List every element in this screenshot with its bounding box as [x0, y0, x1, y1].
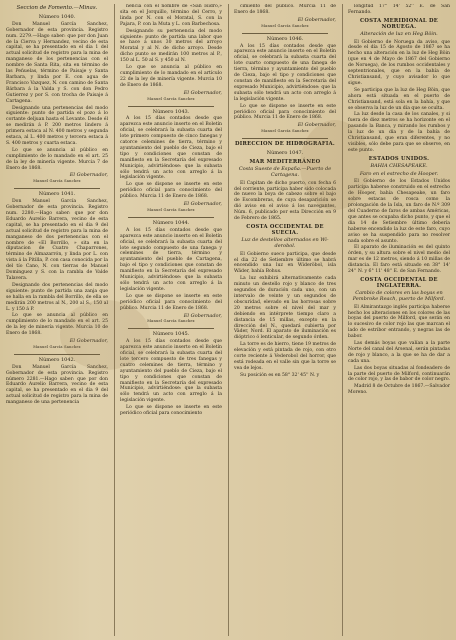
signature-title: El Gobernador, [69, 172, 108, 179]
section-subtitle: Alteración de luz en Heg Böin. [360, 30, 438, 37]
divider [128, 217, 214, 218]
paragraph: Se participa que la luz de Heg Böin, que ahora está situada en el puerto de Christiansand, está sola en la bahía, y que se observa la luz de un día que se oculta. [348, 87, 450, 111]
paragraph: La torre es de hierro, tiene 19 metros de elevación y está pintada de rojo, con otro corte reciente á Vederobol del horror, que está rodeada en el valle sin que la torre se vea de lejos. [234, 342, 336, 371]
signature-name: Manuel García Sanchez [261, 23, 309, 28]
signature-block [120, 314, 222, 330]
section-subtitle: Costa Sueste de España.—Puerto de Cartagena. [238, 165, 332, 178]
signature-title: El Gobernador, [297, 16, 336, 23]
signature-name: Manuel García Sanchez [33, 344, 81, 349]
paragraph: Lo que se anuncia al público en cumplimiento de lo mandado en el artículo 22 de la ley de minería vigente. Murcia 10 de Enero de 1868. [120, 65, 222, 88]
paragraph: Lo que se anuncia al público en cumplimiento de lo mandado en el art. 25 de la ley de minería vigente. Murcia 10 de Enero de 1868. [6, 313, 108, 337]
section-header: ESTADOS UNIDOS. [368, 155, 430, 162]
paragraph: La luz desde la casa de los canales, y si fuera de diez metros se ha horizonte en el pasando la Banca, y mirando los rumbos y la luz de un día y de la bahía de Christiansand, que eran diferentes, y no visibles, sólo debe para que se observe, en este punto. [348, 112, 450, 153]
paragraph: cimiento del público. Murcia 11 de Enero de 1868. [234, 4, 336, 15]
notice-number: Número 1047. [266, 150, 304, 157]
signature-block [6, 173, 108, 189]
divider [242, 33, 328, 34]
section-header: MAR MEDITERRÁNEO [249, 158, 321, 165]
paragraph: El Capitan de dicho puerto, con fecha 6 del corriente, participa haber sido colocada de nuevo la boya de cabezo sobre el bajo de Escombreras, de cuya desaparición se dió aviso en el aviso á los navegantes, Núm. 6, publicado por esta Dirección en 9 de Febrero de 1865. [234, 180, 336, 222]
signature-name: Manuel García Sanchez [147, 208, 195, 212]
section-subtitle: Luz de destellos alternados en Wi-derobol. [241, 236, 329, 249]
paragraph: El aparato de iluminación es del quinto órden, y su altura sobre el nivel medio del mar es de 12 metros, siendo á 10 millas de distancia. El faro está situado en 38° 14' 24'' N. y 6° 11' 48'' E. de San Fernando. [348, 245, 450, 275]
notice-number: Número 1043. [152, 108, 190, 115]
paragraph: Don Manuel García Sanchez, Gobernador de esta provincia. Registro número 2281.—Hago saber: que por don Eduardo Aurelio Barrera, vecino de esta capital, se ha presentado en el dia 9 del actual solicitud de registro para la mina de manganeso de una pertenencia [6, 364, 108, 406]
paragraph: A los 15 días contados desde que aparezca este anuncio inserto en el Boletín oficial, se celebrará la subasta cuarta del lote cuarto compuesto de una fanega de tierra, término y ayuntamiento del pueblo de Cieza, bajo el tipo y condiciones que constan de manifiesto en la Secretaría del expresado Municipio, advirtiéndose: que la subasta sólo tendrá un acto con arreglo á la legislación vigente. [234, 43, 336, 102]
paragraph: Don Manuel García Sanchez, Gobernador de esta provincia. Registro num. 2279.—Hago saber: que por don Juan de la Cierva y Hernandez, vecino de esta capital, se ha presentado en el dia 1 del actual solicitud de registro para la mina de manganeso de los pertenencias con el nombre de Santa Rita, sita en término de las Peñuelas, término de Paisaje y Santa Barbara, y linda por E. con agua de Francisco Vazquez, N. con camino de Santa Bárbara á la Valda y S. con don Pedro Gutierrez y por S. con trocha de Paisaje á Cartagena. [6, 21, 108, 104]
divider [242, 138, 328, 139]
signature-title: El Gobernador, [183, 201, 222, 208]
section-subtitle: BAHIA CHESAPEAKE. [370, 162, 428, 169]
column-1 [6, 4, 108, 636]
paragraph: Las dos boyas situadas al fondeadero de la parte del puerto de Milford, continuarán de color rojo, y las de babor de color negro. [348, 365, 450, 383]
signature-title: El Gobernador, [297, 122, 336, 129]
signature-name: Manuel García Sanchez [261, 129, 309, 134]
notice-number: Número 1042. [38, 356, 76, 363]
section-subtitle: Faro en el estrecho de Hooper. [359, 170, 439, 177]
paragraph: Designando una pertenencias del modo siguiente: punto de partida el pozo á lo cortante deljuan hasta el Levante. Desde él se medirán á P. 200 metros lindero á primera estaca al N. 400 metros y segunda estaca, al L. 400 metros y tercera estaca á S. 400 metros y cuarta estaca. [6, 105, 108, 146]
divider [128, 106, 214, 107]
paragraph: A los 15 días contados desde que aparezca este anuncio inserto en el Boletín oficial, se celebrará la subasta cuarta del lote primero compuesto de cinco fanegas y catorce celemines de tierra, término y ayuntamiento del pueblo de Cieza, bajo el tipo y condiciones que constan de manifiesto en la Secretaría del expresado Municipio, advirtiéndose: que la subasta sólo tendrá un acto con arreglo á la legislación vigente. [120, 116, 222, 181]
signature-name: Manuel García Sanchez [147, 96, 195, 101]
divider [128, 328, 214, 329]
signature-block [234, 123, 336, 139]
column-2 [114, 4, 222, 636]
signature-name: Manuel García Sanchez [33, 179, 81, 184]
paragraph: Lo que se dispone se inserte en este periódico oficial para conocimiento del público. Murcia 11 de Enero de 1868. [120, 182, 222, 200]
divider [14, 188, 100, 189]
paragraph: Lo que se anuncia al público en cumplimiento de lo mandado en el art. 25 de la ley de minería vigente. Murcia 7 de Enero de 1868. [6, 147, 108, 171]
paragraph: Madrid 8 de Octubre de 1867.—Salvador Moreno. [348, 384, 450, 396]
paragraph: A los 15 días contados desde que aparezca este anuncio inserto en el Boletín oficial, se celebrará la subasta cuarta del lote segundo compuesto de una fanega y celemines de tierra, término y ayuntamiento del pueblo de Cartagena, bajo el tipo y condiciones que constan de manifiesto en la Secretaría del expresado Municipio, advirtiéndose: que la subasta sólo tendrá un acto con arreglo á la legislación vigente. [120, 227, 222, 292]
column-4 [342, 4, 450, 636]
paragraph: El Gobierno de Noruega da aviso, que desde el día 15 de Agosto de 1867 se ha hecho una alteración en la luz de Heg Böin (que en 4 de Mayo de 1867 del Gobierno de Noruega), de los rumbos occidentales y septentrionales, que en la bahía de Christiansand, y cuyo avisador lo que sigue. [348, 39, 450, 86]
signature-block [234, 18, 336, 34]
paragraph: Lo que se dispone se inserte en este periódico oficial para conocimiento [120, 405, 222, 417]
signature-block [120, 91, 222, 107]
section-header: COSTA MERIDIONAL DE NORUEGA. [359, 17, 439, 30]
notice-number: Número 1040. [38, 13, 76, 20]
signature-block [120, 202, 222, 218]
notice-number: Número 1045. [152, 331, 190, 338]
paragraph: nencia con el nombre de «San Isidro,» sita en el Jorquillo, término del Cerro, y linda por N. con el Moratal, S. con la Pajara, P. con la Muta y L. con Barbechosa. [120, 4, 222, 27]
paragraph: El Gobierno sueco participa, que desde el dia 22 de Setiembre último se habrá encendido una luz en Wideröbol, isla Wäder, bahía Bohus. [234, 251, 336, 275]
paragraph: A los 15 días contados desde que aparezca este anuncio inserto en el Boletín oficial, se celebrará la subasta cuarta del lote tercero compuesto de tres fanegas y cuatro celemines de tierra, término y ayuntamiento del pueblo de Cieza, bajo el tipo y condiciones que constan de manifiesto en la Secretaría del expresado Municipio, advirtiéndose: que la subasta sólo tendrá un acto con arreglo á la legislación vigente. [120, 339, 222, 404]
section-header: COSTA OCCIDENTAL DE INGLATERRA. [360, 276, 438, 289]
paragraph: longitud 17° 14' 52'' E. de San Fernando. [348, 4, 450, 15]
signature-name: Manuel García Sanchez [147, 319, 195, 324]
paragraph: Designando dos pertenencias del modo siguiente: punto de partida una zanja que se halla en la rambla del Borrillo, de ella se medirán 200 metros al N., 200 al S., 150 al L. y 150 á P. [6, 282, 108, 312]
paragraph: El Gobierno de los Estados Unidos participa haberse construido en el estrecho de Hooper, bahía Chesapeake, un faro sobre estacas de rosca como la prolongación de la Isla, un faro de N.º 309 del Cuaderno de faros de ambas Américas, que antes se ocupaba dicho punto, y que el dia 14 de Setiembre último debería haberse encendido la luz de este faro, cuyo aviso se ha suspendido para no resolver nada sobre el asunto. [348, 179, 450, 244]
section-title: Seccion de Fomento.—Minas. [16, 5, 98, 11]
paragraph: Su posición es en 58° 32' 45'' N. y [240, 372, 320, 378]
section-header: COSTA OCCIDENTAL DE SUECIA. [246, 224, 324, 236]
column-container [6, 4, 450, 636]
signature-title: El Gobernador, [183, 89, 222, 96]
paragraph: Don Manuel García Sanchez, Gobernador de esta provincia. Registro num. 2280.—Hago saber: que por don Eduardo Aurelio Barrera, vecino de esta capital, se ha presentado en el dia 9 del actual solicitud de registro para la mina de manganeso de dos pertenencias con el nombre de «El Borrillo, » sita en la diputacion de Cuatro Chaparrones, término de Almazarrón, y linda por L. con vista á la Pitilla, P. con casa conocida por la del tío Cano, N. con tierras de Manuel Dominguez y S. con la rambla de Valde Talavera. [6, 199, 108, 281]
section-subtitle: Cambio de colores en las boyas en Pembroke Reach, puerto de Milford. [352, 289, 446, 302]
notice-number: Número 1046. [266, 35, 304, 42]
paragraph: Lo que se dispone se inserte en este periódico oficial para conocimiento del público. Murcia 11 de Enero de 1868. [234, 103, 336, 121]
paragraph: Lo que se dispone se inserte en este periódico oficial para conocimiento del público. Murcia 11 de Enero de 1868. [120, 293, 222, 311]
notice-number: Número 1044. [152, 219, 190, 226]
divider [14, 354, 100, 355]
paragraph: El Almirantazgo inglés participa haberse hecho los alteraciones en los colores de las boyas del puerto de Milford, que serán en lo sucesivo de color rojo las que marcan el lado de estribor entrando, y negras las de babor. [348, 304, 450, 340]
paragraph: Designando su pertenencia del modo siguiente: punto de partida una labor que se hace á unos 30 metros del arroyo Moratal y al N. de dicho arroyo. Desde dicho punto se medirán 100 metros al P., 150 al L. 50 al S. y 450 al N. [120, 28, 222, 64]
signature-block [6, 339, 108, 355]
notice-number: Número 1041. [38, 191, 76, 198]
signature-title: El Gobernador, [69, 338, 108, 345]
section-header: DIRECCION DE HIDROGRAFIA. [234, 141, 336, 148]
paragraph: La luz exhibirá alternativamente cada minuto un destello rojo y blanco de tres segundos de duración cada uno, con un intervalo de veinte y un segundos de obscuridad, elevado en las horrosas sobre 20 metros sobre el nivel del mar y debiendo en intérprete tiempo claro a distancia de 15 millas, excepto en la dirección del N., quedará cubierta por Väder, Nord. El aparato de iluminación es dióptrico ó lenticular, de segundo órden. [234, 276, 336, 341]
paragraph: Las demás boyas que valían a la parte Norte del canal del Arsenal, serán pintadas de rojo y blanco, a la que se ha de dar a cada una. [348, 341, 450, 364]
signature-title: El Gobernador, [183, 312, 222, 319]
column-3 [228, 4, 336, 636]
